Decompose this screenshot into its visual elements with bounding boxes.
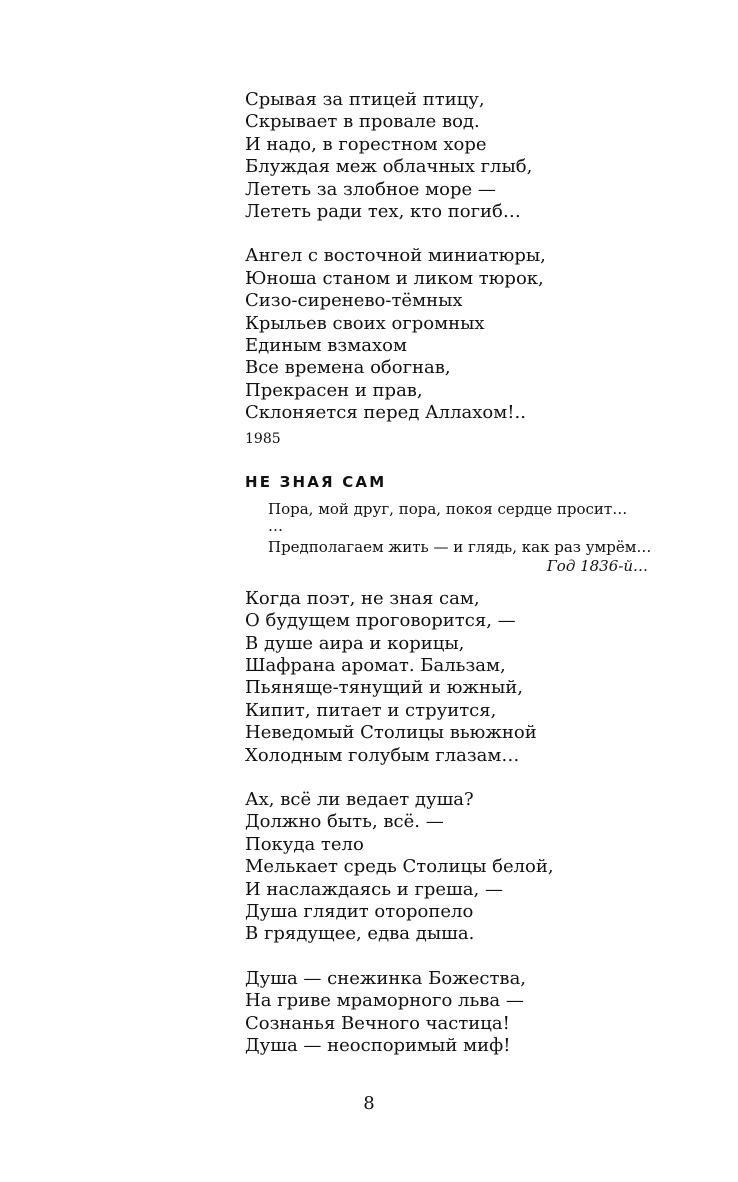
epigraph-ellipsis: … <box>268 516 283 535</box>
verse-line: Когда поэт, не зная сам, <box>245 587 480 609</box>
verse-line: Холодным голубым глазам… <box>245 744 520 766</box>
verse-line: Сознанья Вечного частица! <box>245 1012 510 1034</box>
stanza-1 <box>245 89 665 223</box>
verse-line: Единым взмахом <box>245 335 407 357</box>
verse-line: Должно быть, всё. — <box>245 811 444 833</box>
epigraph <box>268 499 652 576</box>
verse-line: Срывая за птицей птицу, <box>245 89 485 110</box>
verse-line: Все времена обогнав, <box>245 357 451 379</box>
verse-line: Душа — неоспоримый миф! <box>245 1035 511 1056</box>
verse-line: Ах, всё ли ведает душа? <box>245 788 474 810</box>
verse-line: В душе аира и корицы, <box>245 632 465 654</box>
text-column <box>245 89 665 1057</box>
verse-line: Пьяняще-тянущий и южный, <box>245 677 524 699</box>
stanza-2 <box>245 245 665 424</box>
verse-line: На гриве мраморного льва — <box>245 990 524 1012</box>
stanza-5 <box>245 968 665 1058</box>
verse-line: Лететь за злобное море — <box>245 178 496 200</box>
verse-line: Крыльев своих огромных <box>245 312 485 334</box>
verse-line: Склоняется перед Аллахом!.. <box>245 402 526 424</box>
stanza-3 <box>245 588 665 767</box>
verse-line: Душа — снежинка Божества, <box>245 967 527 989</box>
verse-line: Душа глядит оторопело <box>245 900 474 922</box>
verse-line: И наслаждаясь и греша, — <box>245 878 503 900</box>
verse-line: Мелькает средь Столицы белой, <box>245 856 554 878</box>
epigraph-line-1: Пора, мой друг, пора, покоя сердце просит… <box>268 499 628 518</box>
poem-year: 1985 <box>245 430 281 447</box>
verse-line: Прекрасен и прав, <box>245 379 423 401</box>
verse-line: И надо, в горестном хоре <box>245 133 487 155</box>
epigraph-line-2: Предполагаем жить — и глядь, как раз умрём… <box>268 537 652 556</box>
verse-line: Лететь ради тех, кто погиб… <box>245 201 521 223</box>
verse-line: Кипит, питает и струится, <box>245 699 497 721</box>
verse-line: О будущем проговорится, — <box>245 610 516 632</box>
verse-line: Скрывает в провале вод. <box>245 111 480 133</box>
epigraph-source: Год 1836-й… <box>546 556 648 575</box>
verse-line: Ангел с восточной миниатюры, <box>245 245 546 267</box>
verse-line: Покуда тело <box>245 833 364 855</box>
verse-line: Юноша станом и ликом тюрок, <box>245 267 544 289</box>
stanza-4 <box>245 789 665 946</box>
verse-line: Неведомый Столицы вьюжной <box>245 722 537 744</box>
verse-line: Блуждая меж облачных глыб, <box>245 156 533 178</box>
verse-line: В грядущее, едва дыша. <box>245 923 475 945</box>
page-number: 8 <box>363 1093 375 1114</box>
poem-title: НЕ ЗНАЯ САМ <box>245 472 387 491</box>
verse-line: Сизо-сиренево-тёмных <box>245 290 463 312</box>
verse-line: Шафрана аромат. Бальзам, <box>245 654 506 676</box>
